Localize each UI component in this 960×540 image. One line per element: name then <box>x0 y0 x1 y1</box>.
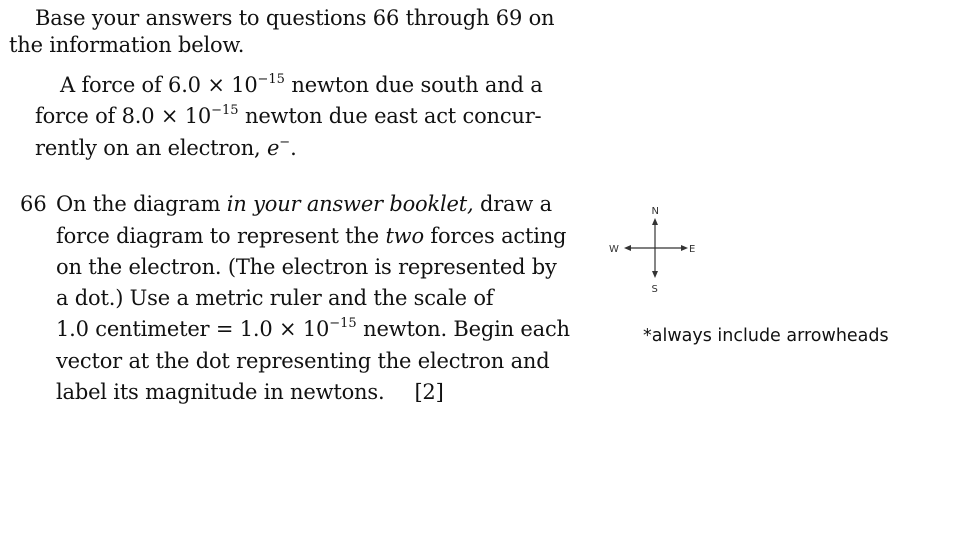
exponent: −15 <box>211 103 239 118</box>
question-line-2-text: force diagram to represent the <box>56 224 386 248</box>
intro-line-1: Base your answers to questions 66 through 69 on <box>35 6 555 30</box>
exponent: −15 <box>329 316 357 331</box>
info-line-2-text: force of 8.0 × 10 <box>35 104 212 128</box>
west-label: W <box>609 244 619 255</box>
question-line-2-italic: two <box>385 224 424 248</box>
south-arrowhead <box>652 271 658 278</box>
arrowhead-note: *always include arrowheads <box>643 326 889 346</box>
question-line-2 <box>56 222 566 250</box>
north-arrowhead <box>652 218 658 225</box>
info-line-3 <box>35 134 297 166</box>
question-line-1-italic: in your answer booklet, <box>226 192 474 216</box>
info-line-3-rest: . <box>290 136 297 160</box>
electron-symbol: e <box>266 136 280 160</box>
question-line-7 <box>56 378 444 406</box>
question-line-4: a dot.) Use a metric ruler and the scale of <box>56 286 494 310</box>
question-line-5-text: 1.0 centimeter = 1.0 × 10 <box>56 317 330 341</box>
info-line-2-rest: newton due east act concur- <box>238 104 542 128</box>
info-line-1-rest: newton due south and a <box>284 73 543 97</box>
point-value: [2] <box>414 380 444 404</box>
compass-rose <box>600 200 710 300</box>
compass-icon <box>600 200 710 300</box>
info-line-1 <box>60 71 543 103</box>
exam-question-block <box>0 0 570 420</box>
question-line-5 <box>56 315 570 347</box>
info-line-2 <box>35 102 541 134</box>
info-line-3-text: rently on an electron, <box>35 136 267 160</box>
north-label: N <box>651 206 659 217</box>
west-arrowhead <box>624 245 631 251</box>
intro-line-2: the information below. <box>9 33 245 57</box>
question-line-3: on the electron. (The electron is represented by <box>56 255 557 279</box>
question-line-1-text: On the diagram <box>56 192 227 216</box>
exponent: −15 <box>257 72 285 87</box>
info-line-1-text: A force of 6.0 × 10 <box>60 73 258 97</box>
question-line-5-rest: newton. Begin each <box>356 317 570 341</box>
question-line-1-rest: draw a <box>473 192 552 216</box>
east-label: E <box>689 244 696 255</box>
south-label: S <box>651 284 658 295</box>
question-line-7-text: label its magnitude in newtons. <box>56 380 385 404</box>
electron-charge: − <box>279 135 291 150</box>
question-line-1 <box>56 190 552 218</box>
question-line-2-rest: forces acting <box>423 224 567 248</box>
east-arrowhead <box>681 245 688 251</box>
question-line-6: vector at the dot representing the electron and <box>56 349 550 373</box>
question-number: 66 <box>20 192 47 216</box>
